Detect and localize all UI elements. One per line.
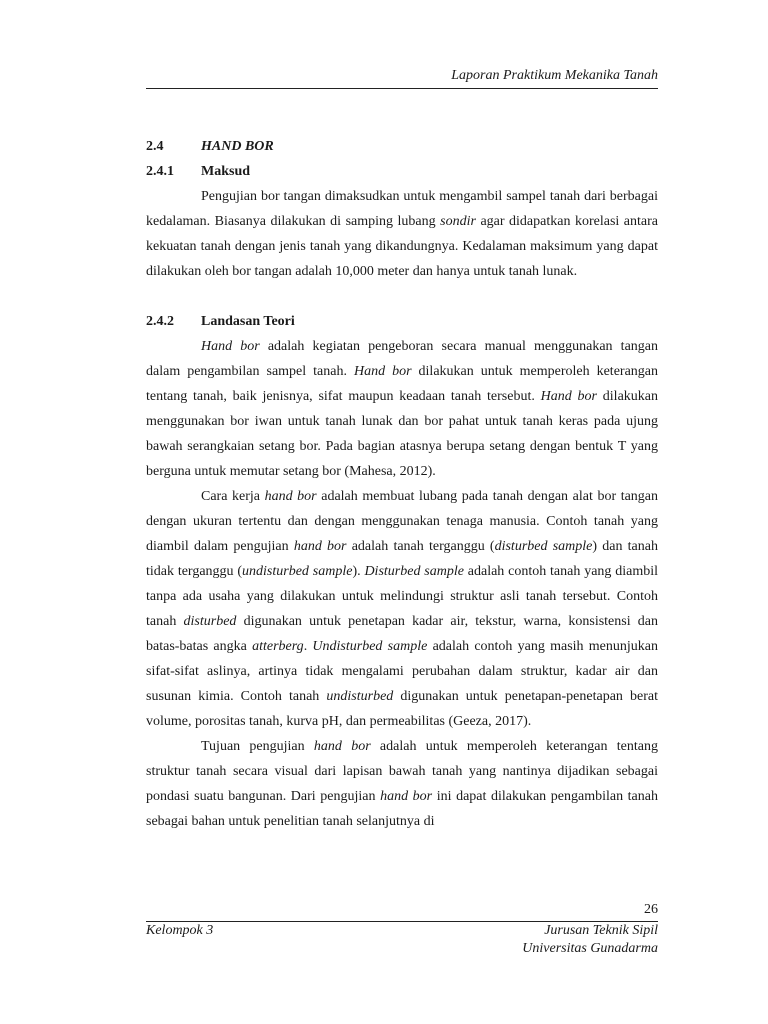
text-run: ) dan tanah tidak terganggu ( <box>146 539 658 579</box>
text-run: Cara kerja <box>201 489 265 504</box>
paragraph-landasan-1 <box>146 334 658 484</box>
section-number: 2.4 <box>146 139 164 154</box>
section-heading <box>146 134 658 159</box>
spacer <box>146 284 658 309</box>
text-run: ). <box>352 564 365 579</box>
text-run: Tujuan pengujian <box>201 739 314 754</box>
subsection-heading-maksud <box>146 159 658 184</box>
text-run: adalah contoh yang masih menunjukan sifat-sifat aslinya, artinya tidak mengalami perubahan dalam struktur, kadar air dan susunan kimia. Contoh tanah <box>146 639 658 704</box>
subsection-title: Maksud <box>201 164 251 179</box>
footer-group: Kelompok 3 <box>146 923 214 938</box>
italic-term: hand bor <box>264 489 317 504</box>
running-header: Laporan Praktikum Mekanika Tanah <box>451 68 658 83</box>
italic-term: Hand bor <box>201 339 260 354</box>
italic-term: disturbed sample <box>494 539 593 554</box>
italic-term: hand bor <box>380 789 433 804</box>
footer-university: Universitas Gunadarma <box>522 941 658 956</box>
section-title: HAND BOR <box>201 139 274 154</box>
text-run: adalah untuk memperoleh keterangan tentang struktur tanah secara visual dari lapisan bawah tanah yang nantinya dijadikan sebagai pondasi suatu bangunan. Dari pengujian <box>146 739 658 804</box>
italic-term: atterberg <box>252 639 304 654</box>
italic-term: Undisturbed sample <box>312 639 428 654</box>
page-number: 26 <box>644 902 658 917</box>
italic-term: undisturbed <box>326 689 394 704</box>
text-run: adalah kegiatan pengeboran secara manual menggunakan tangan dalam pengambilan sampel tanah. <box>146 339 658 379</box>
text-run: adalah membuat lubang pada tanah dengan alat bor tangan dengan ukuran tertentu dan dengan menggunakan tenaga manusia. Contoh tanah yang diambil dalam pengujian <box>146 489 659 554</box>
subsection-number: 2.4.1 <box>146 164 174 179</box>
subsection-number: 2.4.2 <box>146 314 174 329</box>
text-run: dilakukan menggunakan bor iwan untuk tanah lunak dan bor pahat untuk tanah keras pada ujung bawah serangkaian setang bor. Pada bagian atasnya berupa setang dengan bentuk T yang berguna untuk memutar setang bor (Mahesa, 2012). <box>146 389 659 479</box>
paragraph-landasan-2 <box>146 484 658 734</box>
italic-term: undisturbed sample <box>242 564 353 579</box>
text-run: . <box>303 639 313 654</box>
header-rule <box>146 88 658 89</box>
subsection-heading-landasan-teori <box>146 309 658 334</box>
text-run: adalah tanah terganggu ( <box>346 539 495 554</box>
italic-term: hand bor <box>313 739 371 754</box>
italic-term: sondir <box>440 214 476 229</box>
italic-term: Hand bor <box>353 364 412 379</box>
text-run: agar didapatkan korelasi antara kekuatan tanah dengan jenis tanah yang dikandungnya. Kedalaman maksimum yang dapat dilakukan oleh bor tangan adalah 10,000 meter dan hanya untuk tanah lunak. <box>146 214 658 279</box>
italic-term: disturbed <box>183 614 237 629</box>
paragraph-maksud <box>146 184 658 284</box>
subsection-title: Landasan Teori <box>201 314 295 329</box>
text-run: adalah contoh tanah yang diambil tanpa ada usaha yang dilakukan untuk melindungi struktur asli tanah tersebut. Contoh tanah <box>146 564 659 629</box>
italic-term: Hand bor <box>540 389 597 404</box>
text-run: ini dapat dilakukan pengambilan tanah sebagai bahan untuk penelitian tanah selanjutnya di <box>146 789 658 829</box>
text-run: digunakan untuk penetapan-penetapan berat volume, porositas tanah, kurva pH, dan permeabilitas (Geeza, 2017). <box>146 689 658 729</box>
footer-institution <box>522 922 658 958</box>
text-run: Pengujian bor tangan dimaksudkan untuk mengambil sampel tanah dari berbagai kedalaman. Biasanya dilakukan di samping lubang <box>146 189 658 229</box>
italic-term: hand bor <box>293 539 347 554</box>
italic-term: Disturbed sample <box>364 564 464 579</box>
document-body <box>146 134 658 834</box>
text-run: dilakukan untuk memperoleh keterangan tentang tanah, baik jenisnya, sifat maupun keadaan tanah tersebut. <box>146 364 659 404</box>
footer-department: Jurusan Teknik Sipil <box>544 923 658 938</box>
text-run: digunakan untuk penetapan kadar air, tekstur, warna, konsistensi dan batas-batas angka <box>146 614 658 654</box>
paragraph-landasan-3 <box>146 734 658 834</box>
